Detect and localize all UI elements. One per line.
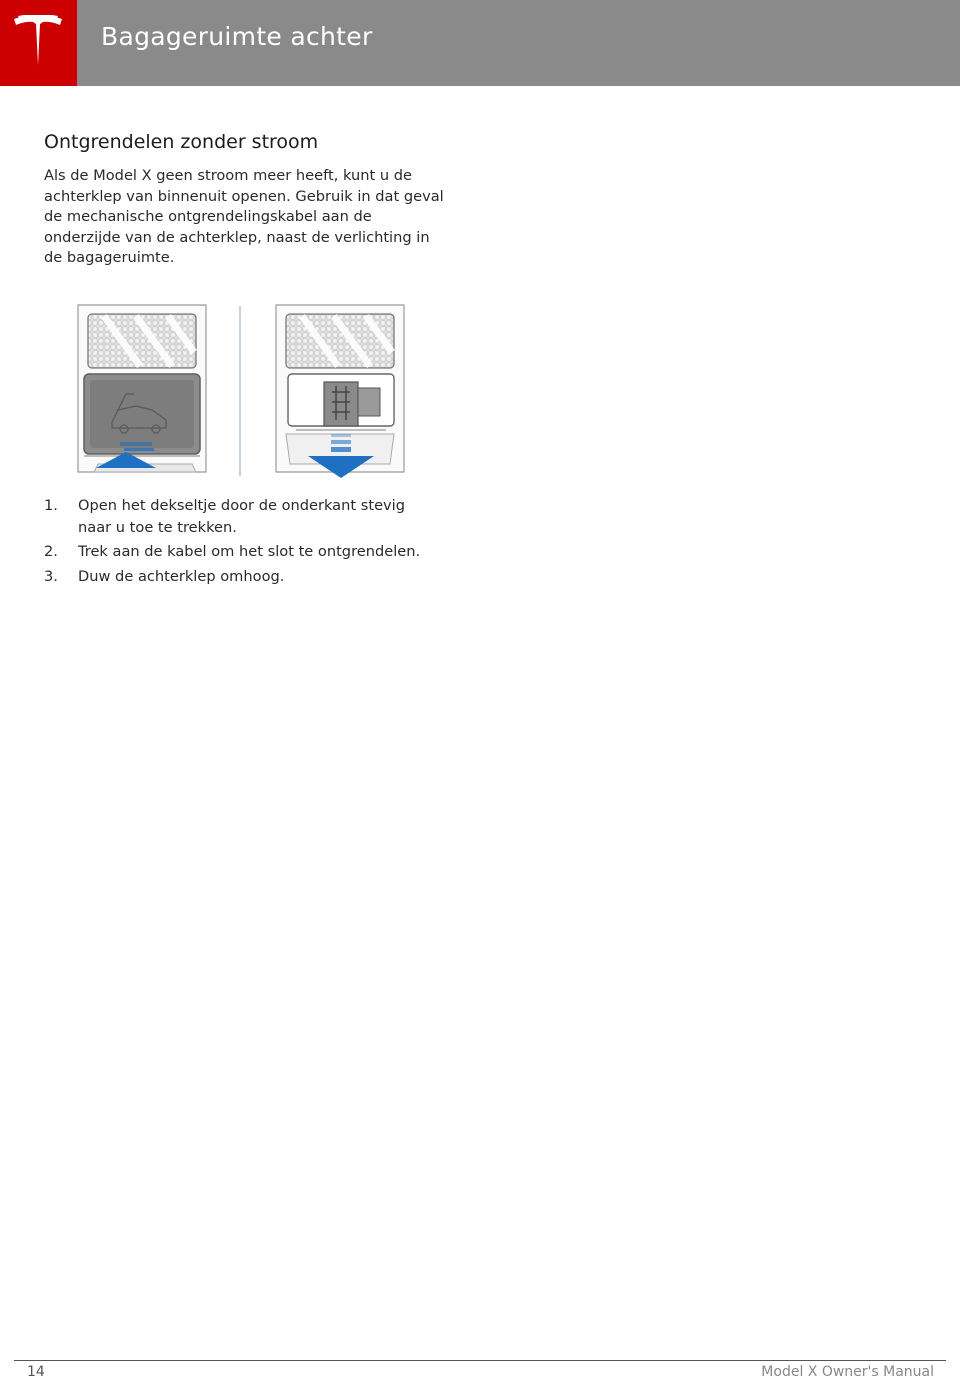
steps-list xyxy=(44,495,424,590)
step-number: 3. xyxy=(44,567,58,585)
document-title: Model X Owner's Manual xyxy=(761,1364,934,1380)
tesla-logo-icon xyxy=(12,15,64,71)
logo-box xyxy=(0,0,77,86)
page-number: 14 xyxy=(27,1364,45,1380)
step-item xyxy=(44,495,424,538)
step-item xyxy=(44,566,424,588)
footer-rule xyxy=(14,1360,946,1361)
release-cable-figure xyxy=(74,302,409,484)
intro-paragraph: Als de Model X geen stroom meer heeft, kunt u de achterklep van binnenuit openen. Gebruik in dat geval de mechanische ontgrendelingskabel aan de onderzijde van de achterklep, naast de verlichting in de bagageruimte. xyxy=(44,167,444,267)
page-title: Bagageruimte achter xyxy=(101,22,373,51)
open-cover-illustration xyxy=(78,305,206,472)
section-title: Ontgrendelen zonder stroom xyxy=(44,131,319,153)
step-item xyxy=(44,541,424,563)
step-number: 1. xyxy=(44,497,58,514)
step-text: Trek aan de kabel om het slot te ontgrendelen. xyxy=(78,543,421,560)
step-number: 2. xyxy=(44,543,58,560)
pull-cable-illustration xyxy=(276,305,404,478)
page-header xyxy=(0,0,960,86)
step-text: Duw de achterklep omhoog. xyxy=(78,567,285,585)
step-text: Open het dekseltje door de onderkant stevig naar u toe te trekken. xyxy=(78,497,405,536)
